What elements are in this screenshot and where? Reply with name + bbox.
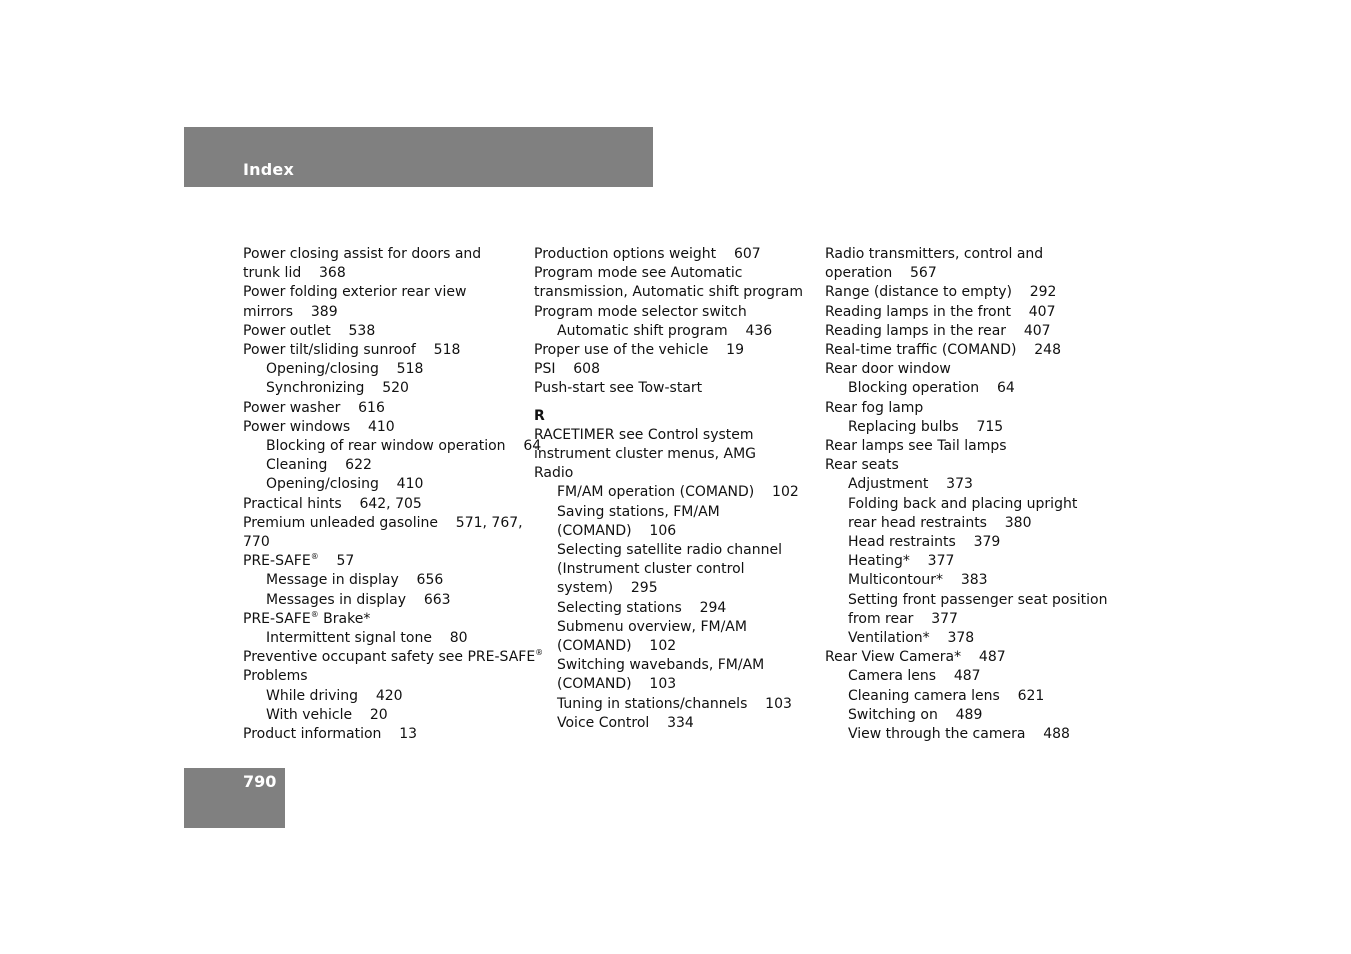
index-subentry: Switching wavebands, FM/AM (COMAND) 103 <box>557 657 765 693</box>
page-number: 790 <box>243 772 277 791</box>
index-entry: Proper use of the vehicle 19 <box>534 342 744 359</box>
index-entry: Reading lamps in the rear 407 <box>825 322 1051 339</box>
header-band <box>184 127 653 187</box>
index-subentry: Camera lens 487 <box>848 668 981 685</box>
index-entry: Real-time traffic (COMAND) 248 <box>825 342 1061 359</box>
index-subentry: Saving stations, FM/AM (COMAND) 106 <box>557 503 720 539</box>
index-subentry: Selecting stations 294 <box>557 599 727 616</box>
index-entry: Range (distance to empty) 292 <box>825 284 1057 301</box>
index-subentry: Switching on 489 <box>848 706 983 723</box>
index-entry: Radio <box>534 465 574 482</box>
index-subentry: Messages in display 663 <box>266 591 451 608</box>
index-subentry: Blocking of rear window operation 64 <box>266 438 542 455</box>
index-column-3 <box>825 245 1107 744</box>
index-subentry: Folding back and placing upright rear head restraints 380 <box>848 495 1078 531</box>
index-entry: Program mode selector switch <box>534 303 747 320</box>
index-subentry: Tuning in stations/channels 103 <box>557 695 792 712</box>
index-entry: Power windows 410 <box>243 418 395 435</box>
index-subentry: Voice Control 334 <box>557 714 694 731</box>
index-subentry: Setting front passenger seat position from rear 377 <box>848 591 1108 627</box>
index-subentry: Ventilation* 378 <box>848 630 975 647</box>
index-subentry: Automatic shift program 436 <box>557 322 773 339</box>
page-title: Index <box>243 160 294 179</box>
index-entry: Power tilt/sliding sunroof 518 <box>243 342 461 359</box>
index-entry: Preventive occupant safety see PRE-SAFE® <box>243 648 544 666</box>
page-number-box <box>184 768 285 828</box>
index-entry: Rear lamps see Tail lamps <box>825 438 1007 455</box>
index-subentry: Adjustment 373 <box>848 476 973 493</box>
index-entry: Rear door window <box>825 361 951 378</box>
index-subentry: Submenu overview, FM/AM (COMAND) 102 <box>557 618 747 655</box>
index-column-2 <box>534 245 803 733</box>
index-subentry: Cleaning 622 <box>266 457 372 474</box>
section-letter-heading: R <box>534 407 545 424</box>
index-subentry: Multicontour* 383 <box>848 572 988 589</box>
index-column-1 <box>243 245 543 744</box>
index-subentry: Cleaning camera lens 621 <box>848 687 1045 704</box>
index-entry: Radio transmitters, control and operation 567 <box>825 246 1044 282</box>
index-entry: Product information 13 <box>243 726 418 743</box>
index-entry: Power closing assist for doors and trunk lid 368 <box>243 246 482 282</box>
index-entry: Premium unleaded gasoline 571, 767, 770 <box>243 514 523 551</box>
index-entry: Rear fog lamp <box>825 399 924 416</box>
index-subentry: Opening/closing 410 <box>266 476 424 493</box>
index-subentry: While driving 420 <box>266 687 403 704</box>
index-entry: Production options weight 607 <box>534 246 761 262</box>
index-subentry: Selecting satellite radio channel (Instrument cluster control system) 295 <box>557 542 783 597</box>
index-subentry: Replacing bulbs 715 <box>848 418 1004 435</box>
index-entry: PRE-SAFE® 57 <box>243 552 355 570</box>
index-entry: Rear View Camera* 487 <box>825 649 1006 666</box>
index-entry: Rear seats <box>825 457 899 474</box>
index-entry: Power folding exterior rear view mirrors 389 <box>243 284 467 320</box>
index-subentry: With vehicle 20 <box>266 706 388 723</box>
index-subentry: Blocking operation 64 <box>848 380 1015 397</box>
index-subentry: Message in display 656 <box>266 572 444 589</box>
index-entry: Problems <box>243 668 308 685</box>
index-subentry: Synchronizing 520 <box>266 380 409 397</box>
index-subentry: Opening/closing 518 <box>266 361 424 378</box>
index-subentry: View through the camera 488 <box>848 726 1070 743</box>
index-entry: Reading lamps in the front 407 <box>825 303 1056 320</box>
index-entry: Push-start see Tow-start <box>534 380 703 397</box>
index-subentry: FM/AM operation (COMAND) 102 <box>557 484 799 501</box>
index-entry: Power outlet 538 <box>243 322 376 339</box>
index-entry: RACETIMER see Control system instrument cluster menus, AMG <box>534 426 756 463</box>
index-entry: PSI 608 <box>534 361 600 378</box>
index-subentry: Head restraints 379 <box>848 534 1001 551</box>
index-entry: Practical hints 642, 705 <box>243 495 422 512</box>
index-subentry: Heating* 377 <box>848 553 955 570</box>
index-subentry: Intermittent signal tone 80 <box>266 630 468 647</box>
index-entry: Program mode see Automatic transmission, Automatic shift program <box>534 265 804 301</box>
index-entry: PRE-SAFE® Brake* <box>243 609 371 627</box>
index-entry: Power washer 616 <box>243 399 385 416</box>
